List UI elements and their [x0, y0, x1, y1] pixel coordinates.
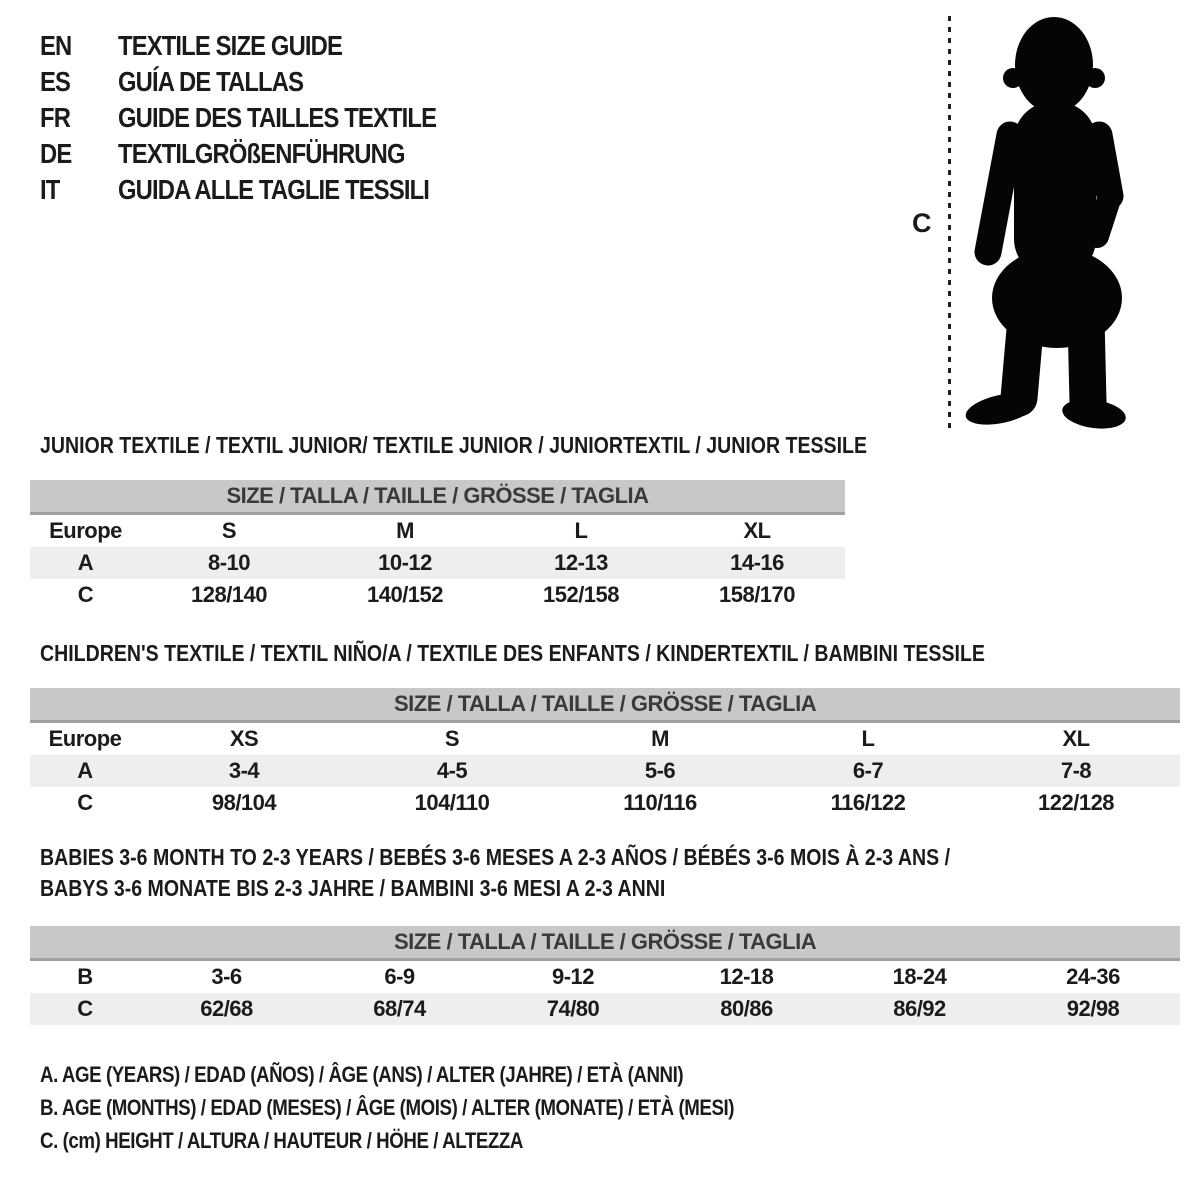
- value-cell: 6-9: [384, 964, 415, 989]
- value-cell: L: [861, 726, 875, 751]
- row-label-cell: Europe: [48, 726, 122, 751]
- row-label-cell: C: [30, 993, 140, 1025]
- value-cell: 128/140: [190, 582, 268, 607]
- value-cell: 12-18: [719, 964, 774, 989]
- value-cell: L: [574, 518, 588, 543]
- value-cell: 12-13: [493, 547, 669, 579]
- language-row: [40, 172, 492, 208]
- section-title-babies: BABIES 3-6 MONTH TO 2-3 YEARS / BEBÉS 3-6 MESES A 2-3 AÑOS / BÉBÉS 3-6 MOIS À 2-3 ANS / BABYS 3-6 MONATE BIS 2-3 JAHRE / BAMBINI 3-6 MESI A 2-3 ANNI: [40, 844, 951, 901]
- language-row: [40, 100, 492, 136]
- value-cell: 24-36: [1066, 964, 1120, 989]
- language-title-list: [40, 28, 492, 208]
- language-title: GUIDA ALLE TAGLIE TESSILI: [118, 174, 430, 205]
- legend-line-c: C. (cm) HEIGHT / ALTURA / HAUTEUR / HÖHE / ALTEZZA: [40, 1128, 523, 1153]
- value-cell: 7-8: [972, 755, 1180, 787]
- value-cell: 62/68: [140, 993, 313, 1025]
- section-title-junior: JUNIOR TEXTILE / TEXTIL JUNIOR/ TEXTILE JUNIOR / JUNIORTEXTIL / JUNIOR TESSILE: [40, 432, 868, 458]
- row-label-cell: B: [77, 964, 93, 989]
- measure-label-c: C: [912, 208, 932, 238]
- value-cell: 74/80: [486, 993, 660, 1025]
- value-cell: XS: [229, 726, 259, 751]
- row-label-cell: C: [77, 790, 93, 815]
- babies-size-table: [30, 926, 1180, 1025]
- value-cell: 9-12: [551, 964, 595, 989]
- measurement-legend: [40, 1062, 857, 1161]
- value-cell: 92/98: [1006, 993, 1180, 1025]
- children-size-table: [30, 688, 1180, 819]
- value-cell: M: [396, 518, 414, 543]
- height-measure-line: [948, 16, 951, 432]
- value-cell: 122/128: [1038, 790, 1115, 815]
- junior-size-table: [30, 480, 845, 611]
- row-label-cell: Europe: [49, 518, 122, 543]
- language-title: TEXTILGRÖßENFÜHRUNG: [118, 138, 405, 169]
- value-cell: 14-16: [669, 547, 845, 579]
- language-title: TEXTILE SIZE GUIDE: [118, 30, 343, 61]
- table-row: [30, 722, 1180, 756]
- value-cell: 4-5: [348, 755, 556, 787]
- size-header-bar: SIZE / TALLA / TAILLE / GRÖSSE / TAGLIA: [30, 688, 1180, 722]
- value-cell: S: [444, 726, 460, 751]
- value-cell: 152/158: [542, 582, 620, 607]
- size-header-row: [30, 480, 845, 514]
- language-code: IT: [40, 174, 60, 205]
- value-cell: 6-7: [764, 755, 972, 787]
- value-cell: 110/116: [623, 790, 697, 815]
- value-cell: 5-6: [556, 755, 764, 787]
- value-cell: 104/110: [414, 790, 490, 815]
- size-header-row: [30, 688, 1180, 722]
- value-cell: 3-6: [211, 964, 242, 989]
- language-code: EN: [40, 30, 72, 61]
- value-cell: 98/104: [211, 790, 277, 815]
- table-row: [30, 993, 1180, 1025]
- table-row: [30, 514, 845, 548]
- row-label-cell: A: [30, 547, 141, 579]
- language-title: GUIDE DES TAILLES TEXTILE: [118, 102, 437, 133]
- size-header-row: [30, 926, 1180, 960]
- value-cell: 80/86: [660, 993, 833, 1025]
- value-cell: S: [221, 518, 237, 543]
- table-row: [30, 787, 1180, 819]
- table-row: [30, 579, 845, 611]
- legend-line-b: B. AGE (MONTHS) / EDAD (MESES) / ÂGE (MOIS) / ALTER (MONATE) / ETÀ (MESI): [40, 1095, 735, 1120]
- value-cell: 158/170: [718, 582, 796, 607]
- value-cell: 8-10: [141, 547, 317, 579]
- language-row: [40, 136, 492, 172]
- legend-line-a: A. AGE (YEARS) / EDAD (AÑOS) / ÂGE (ANS) / ALTER (JAHRE) / ETÀ (ANNI): [40, 1062, 684, 1087]
- value-cell: 116/122: [830, 790, 906, 815]
- value-cell: 68/74: [313, 993, 486, 1025]
- table-row: [30, 960, 1180, 994]
- size-header-bar: SIZE / TALLA / TAILLE / GRÖSSE / TAGLIA: [30, 926, 1180, 960]
- table-row: [30, 547, 845, 579]
- baby-silhouette-icon: [958, 10, 1148, 430]
- value-cell: 140/152: [366, 582, 444, 607]
- language-title: GUÍA DE TALLAS: [118, 66, 304, 97]
- language-code: DE: [40, 138, 72, 169]
- language-code: FR: [40, 102, 71, 133]
- language-row: [40, 28, 492, 64]
- value-cell: M: [651, 726, 669, 751]
- size-header-bar: SIZE / TALLA / TAILLE / GRÖSSE / TAGLIA: [30, 480, 845, 514]
- value-cell: 3-4: [140, 755, 348, 787]
- language-code: ES: [40, 66, 71, 97]
- language-row: [40, 64, 492, 100]
- value-cell: XL: [743, 518, 771, 543]
- table-row: [30, 755, 1180, 787]
- value-cell: XL: [1062, 726, 1090, 751]
- row-label-cell: C: [77, 582, 94, 607]
- section-title-children: CHILDREN'S TEXTILE / TEXTIL NIÑO/A / TEXTILE DES ENFANTS / KINDERTEXTIL / BAMBINI TESSILE: [40, 640, 985, 666]
- value-cell: 86/92: [833, 993, 1006, 1025]
- value-cell: 10-12: [317, 547, 493, 579]
- value-cell: 18-24: [892, 964, 947, 989]
- row-label-cell: A: [30, 755, 140, 787]
